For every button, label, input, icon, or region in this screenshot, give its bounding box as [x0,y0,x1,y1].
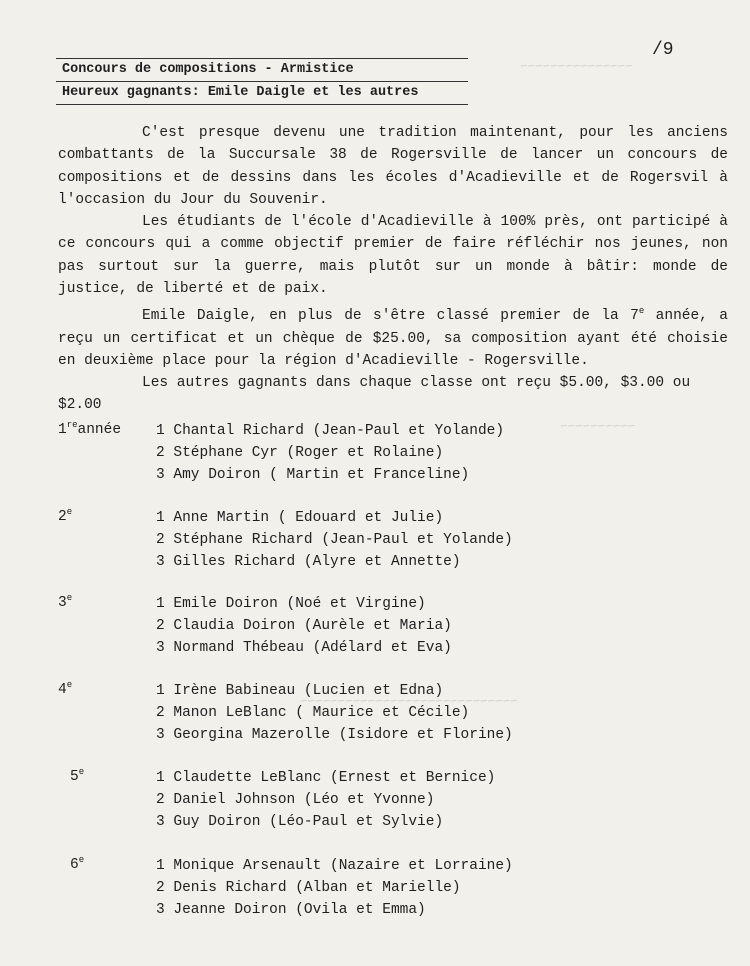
list-item: 1 Claudette LeBlanc (Ernest et Bernice) [156,770,496,786]
bleed-through-texture: ~~~~~~~~~~~~~~~~~~~~~~~~~~~~~ [300,695,518,709]
bleed-through-texture: ~~~~~~~~~~ [560,420,636,434]
list-item: 2 Daniel Johnson (Léo et Yvonne) [156,792,435,808]
paragraph-3-end: année, a reçu un certificat et un chèque de $25.00, sa composition ayant été choisie en deuxième place pour la région d'Acadieville - Rogersville. [58,308,728,369]
winners-list [156,680,513,746]
list-item: 3 Georgina Mazerolle (Isidore et Florine) [156,727,513,743]
headline-subtitle: Heureux gagnants: Emile Daigle et les autres [62,85,419,100]
paragraph-3 [58,300,728,372]
grade-label: 6e [70,855,85,873]
list-item: 1 Irène Babineau (Lucien et Edna) [156,683,444,699]
list-item: 3 Guy Doiron (Léo-Paul et Sylvie) [156,814,444,830]
paragraph-4: Les autres gagnants dans chaque classe ont reçu $5.00, $3.00 ou [142,375,691,392]
grade-label: 4e [58,680,73,698]
list-item: 1 Chantal Richard (Jean-Paul et Yolande) [156,423,505,439]
grade-label: 2e [58,507,73,525]
paragraph-1: C'est presque devenu une tradition maintenant, pour les anciens combattants de la Succursale 38 de Rogersville de lancer un concours de compositions et de dessins dans les écoles d'Acadieville et de Rogersvil à l'occasion du Jour du Souvenir. [58,125,728,208]
paragraph-2: Les étudiants de l'école d'Acadieville à 100% près, ont participé à ce concours qui a comme objectif premier de faire réfléchir nos jeunes, non pas surtout sur la guerre, mais plutôt sur un monde à bâtir: monde de justice, de liberté et de paix. [58,214,728,298]
article-body [58,122,728,394]
list-item: 3 Normand Thébeau (Adélard et Eva) [156,640,452,656]
grade-label: 1reannée [58,420,122,438]
list-item: 3 Amy Doiron ( Martin et Franceline) [156,467,470,483]
page-number: /9 [652,40,674,60]
winners-list [156,420,504,486]
grade-label: 5e [70,767,85,785]
winners-list [156,593,452,659]
ordinal-suffix: e [638,306,645,317]
headline-box [56,58,468,105]
list-item: 1 Monique Arsenault (Nazaire et Lorraine) [156,858,513,874]
grade-label: 3e [58,593,73,611]
amount-line: $2.00 [58,397,102,413]
list-item: 2 Denis Richard (Alban et Marielle) [156,880,461,896]
list-item: 1 Anne Martin ( Edouard et Julie) [156,510,444,526]
list-item: 3 Gilles Richard (Alyre et Annette) [156,554,461,570]
headline-title: Concours de compositions - Armistice [62,62,354,77]
list-item: 2 Manon LeBlanc ( Maurice et Cécile) [156,705,470,721]
list-item: 2 Stéphane Cyr (Roger et Rolaine) [156,445,444,461]
winners-list [156,507,513,573]
list-item: 2 Stéphane Richard (Jean-Paul et Yolande) [156,532,513,548]
bleed-through-texture: ~~~~~~~~~~~~~~~ [520,60,633,74]
divider [56,104,468,105]
list-item: 3 Jeanne Doiron (Ovila et Emma) [156,902,426,918]
list-item: 2 Claudia Doiron (Aurèle et Maria) [156,618,452,634]
list-item: 1 Emile Doiron (Noé et Virgine) [156,596,426,612]
winners-list [156,855,513,921]
winners-list [156,767,495,833]
paragraph-3-start: Emile Daigle, en plus de s'être classé premier de la 7 [142,308,639,325]
